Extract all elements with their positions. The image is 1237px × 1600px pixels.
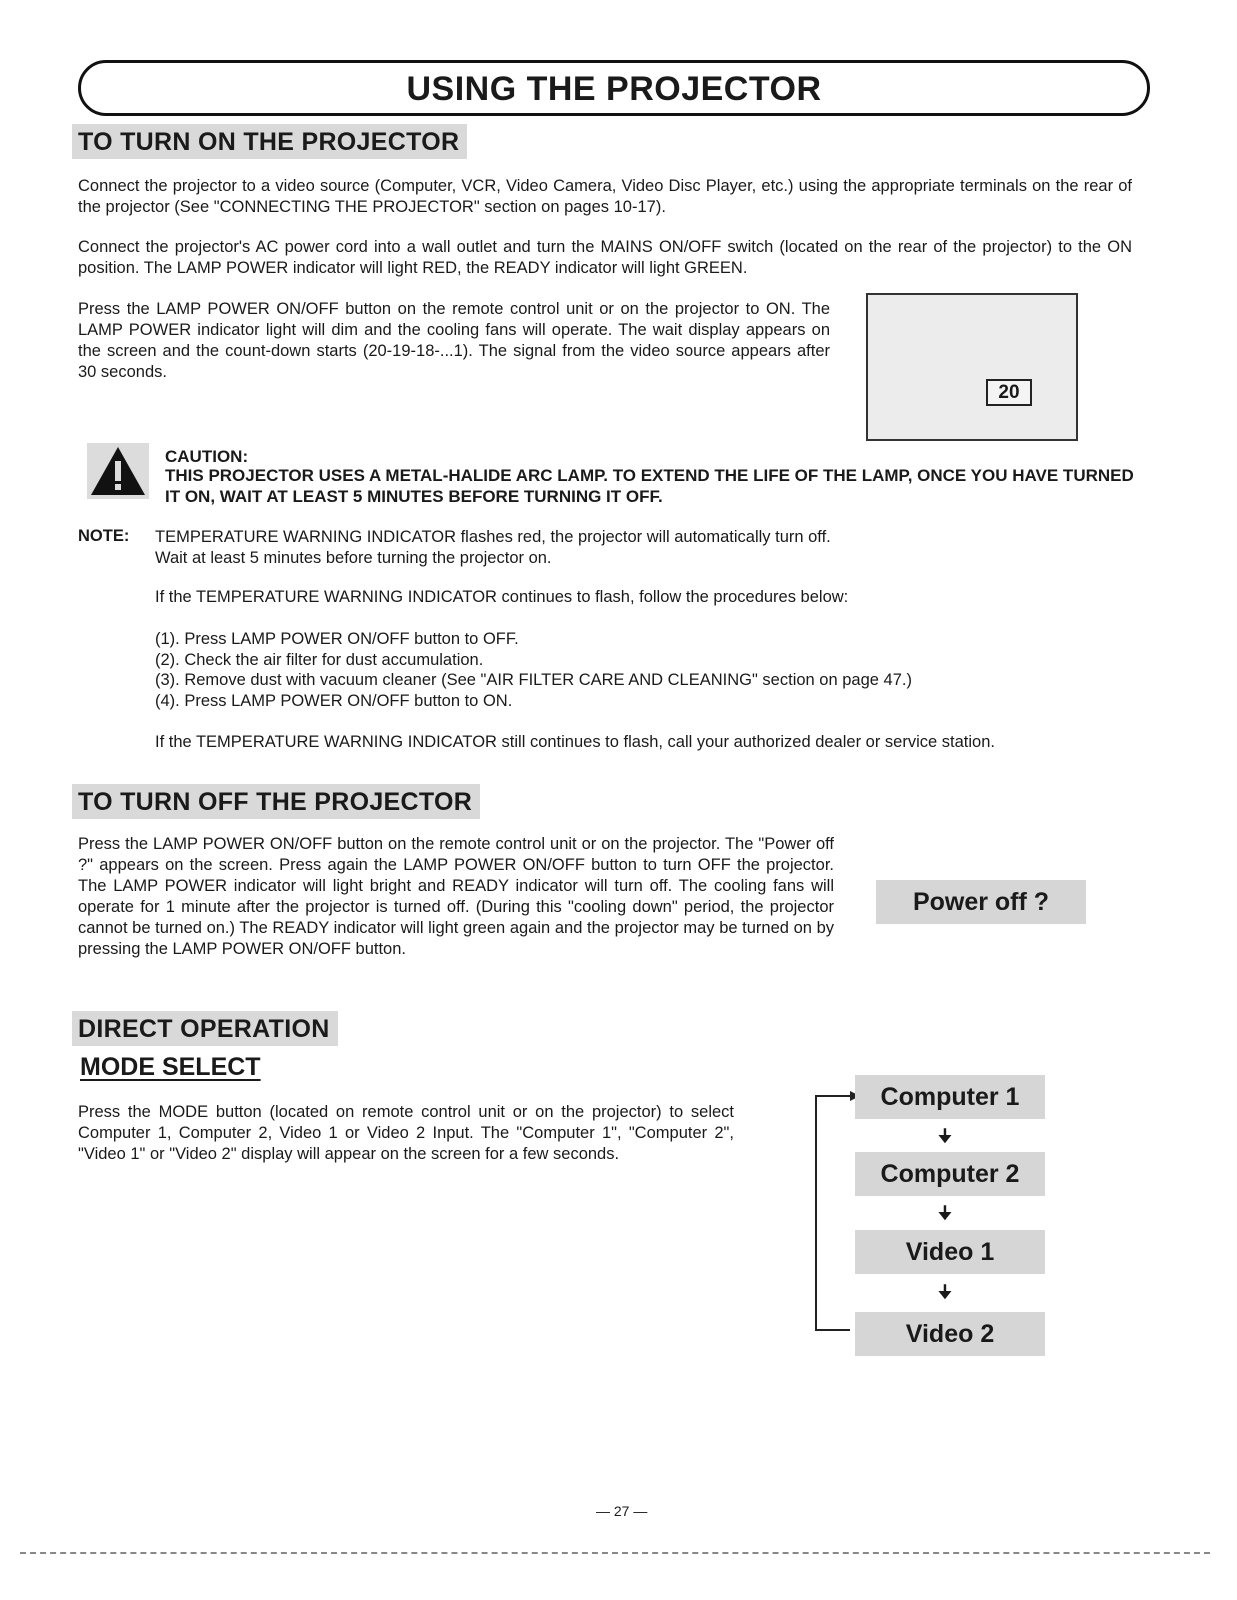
note-step-2: (2). Check the air filter for dust accumulation. [155,651,484,669]
mode-computer-1: Computer 1 [855,1075,1045,1119]
mode-video-2: Video 2 [855,1312,1045,1356]
note-final: If the TEMPERATURE WARNING INDICATOR still continues to flash, call your authorized dealer or service station. [155,733,995,751]
note-step-4: (4). Press LAMP POWER ON/OFF button to ON. [155,692,513,710]
turn-off-paragraph: Press the LAMP POWER ON/OFF button on the remote control unit or on the projector. The "Power off ?" appears on the screen. Press again the LAMP POWER ON/OFF button to turn OFF the projector. The LAMP POWER indicator will light bright and READY indicator will turn off. The cooling fans will operate for 1 minute after the projector is turned off. (During this "cooling down" period, the projector cannot be turned on.) The READY indicator will light green again and the projector may be turned on by pressing the LAMP POWER ON/OFF button. [78,835,834,958]
bottom-divider [20,1552,1210,1554]
caution-label: CAUTION: [165,447,249,466]
caution-text: THIS PROJECTOR USES A METAL-HALIDE ARC LAMP. TO EXTEND THE LIFE OF THE LAMP, ONCE YOU HAVE TURNED IT ON, WAIT AT LEAST 5 MINUTES BEFORE TURNING IT OFF. [165,466,1134,506]
page-number: — 27 — [596,1503,648,1519]
arrow-down-icon: 🠋 [937,1203,953,1223]
note-line-1: TEMPERATURE WARNING INDICATOR flashes red, the projector will automatically turn off. [155,528,831,546]
section-heading-turn-on: TO TURN ON THE PROJECTOR [72,124,467,159]
note-line-2: Wait at least 5 minutes before turning the projector on. [155,549,552,567]
note-step-1: (1). Press LAMP POWER ON/OFF button to OFF. [155,630,519,648]
power-off-osd: Power off ? [876,880,1086,924]
section-heading-turn-off: TO TURN OFF THE PROJECTOR [72,784,480,819]
mode-select-heading: MODE SELECT [80,1053,261,1081]
note-line-3: If the TEMPERATURE WARNING INDICATOR continues to flash, follow the procedures below: [155,588,849,606]
mode-video-1: Video 1 [855,1230,1045,1274]
title-banner [78,60,1150,116]
turn-on-paragraph-3: Press the LAMP POWER ON/OFF button on the remote control unit or on the projector to ON. The LAMP POWER indicator light will dim and the cooling fans will operate. The wait display appears on the screen and the count-down starts (20-19-18-...1). The signal from the video source appears after 30 seconds. [78,300,830,381]
mode-select-paragraph: Press the MODE button (located on remote control unit or on the projector) to select Computer 1, Computer 2, Video 1 or Video 2 Input. The "Computer 1", "Computer 2", "Video 1" or "Video 2" display will appear on the screen for a few seconds. [78,1103,734,1163]
mode-computer-2: Computer 2 [855,1152,1045,1196]
note-step-3: (3). Remove dust with vacuum cleaner (See "AIR FILTER CARE AND CLEANING" section on page 47.) [155,671,912,689]
section-heading-direct-operation: DIRECT OPERATION [72,1011,338,1046]
page-title: USING THE PROJECTOR [406,70,822,108]
arrow-down-icon: 🠋 [937,1126,953,1146]
turn-on-paragraph-1: Connect the projector to a video source (Computer, VCR, Video Camera, Video Disc Player, etc.) using the appropriate terminals on the rear of the projector (See "CONNECTING THE PROJECTOR" section on pages 10-17). [78,177,1132,216]
wait-display-screen [866,293,1078,441]
arrow-down-icon: 🠋 [937,1282,953,1302]
turn-on-paragraph-2: Connect the projector's AC power cord into a wall outlet and turn the MAINS ON/OFF switch (located on the rear of the projector) to the ON position. The LAMP POWER indicator will light RED, the READY indicator will light GREEN. [78,238,1132,277]
countdown-display: 20 [986,379,1032,406]
note-label: NOTE: [78,527,130,545]
warning-triangle-icon [87,443,149,499]
